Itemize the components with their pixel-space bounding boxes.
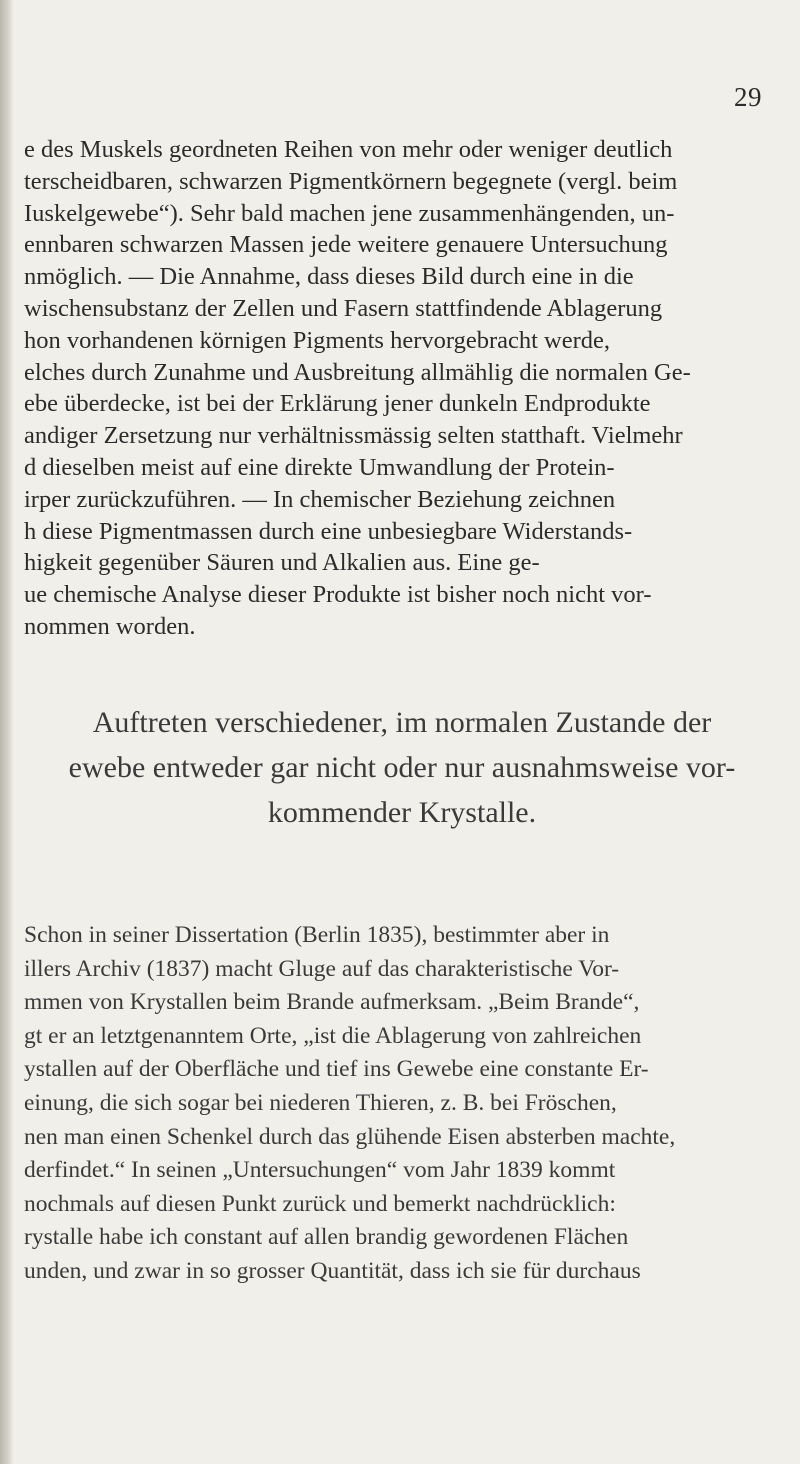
section-heading xyxy=(18,700,786,835)
text-line: e des Muskels geordneten Reihen von mehr oder weniger deutlich xyxy=(24,136,673,163)
text-line: illers Archiv (1837) macht Gluge auf das charakteristische Vor- xyxy=(24,955,620,982)
text-line: Schon in seiner Dissertation (Berlin 1835), bestimmter aber in xyxy=(24,922,610,948)
page-number: 29 xyxy=(734,82,762,112)
text-line: nen man einen Schenkel durch das glühende Eisen absterben machte, xyxy=(24,1123,676,1150)
text-line: hon vorhandenen körnigen Pigments hervorgebracht werde, xyxy=(24,326,611,354)
text-line: andiger Zersetzung nur verhältnissmässig selten statthaft. Vielmehr xyxy=(24,422,683,450)
paragraph-pigment xyxy=(24,134,770,643)
text-line: wischensubstanz der Zellen und Fasern stattfindende Ablagerung xyxy=(24,294,663,322)
text-line: elches durch Zunahme und Ausbreitung allmählig die normalen Ge- xyxy=(24,358,691,386)
text-line: mmen von Krystallen beim Brande aufmerksam. „Beim Brande“, xyxy=(24,989,640,1016)
text-line: unden, und zwar in so grosser Quantität, dass ich sie für durchaus xyxy=(24,1257,641,1284)
text-line: ue chemische Analyse dieser Produkte ist bisher noch nicht vor- xyxy=(24,581,652,609)
text-line: terscheidbaren, schwarzen Pigmentkörnern begegnete (vergl. beim xyxy=(24,167,678,195)
heading-line: Auftreten verschiedener, im normalen Zustande der xyxy=(92,706,712,739)
text-line: ebe überdecke, ist bei der Erklärung jener dunkeln Endprodukte xyxy=(24,390,651,418)
text-line: gt er an letztgenanntem Orte, „ist die Ablagerung von zahlreichen xyxy=(24,1022,642,1049)
text-line: nochmals auf diesen Punkt zurück und bemerkt nachdrücklich: xyxy=(24,1190,616,1217)
binding-gutter-shadow xyxy=(0,0,14,1464)
text-line: nmöglich. — Die Annahme, dass dieses Bild durch eine in die xyxy=(24,263,634,291)
text-line: derfindet.“ In seinen „Untersuchungen“ vom Jahr 1839 kommt xyxy=(24,1157,616,1184)
text-line: ystallen auf der Oberfläche und tief ins Gewebe eine constante Er- xyxy=(24,1056,649,1083)
text-line: ennbaren schwarzen Massen jede weitere genauere Untersuchung xyxy=(24,231,668,259)
text-line: nommen worden. xyxy=(24,612,196,640)
heading-line: kommender Krystalle. xyxy=(267,796,537,829)
paragraph-krystalle xyxy=(24,919,770,1289)
heading-line: ewebe entweder gar nicht oder nur ausnahmsweise vor- xyxy=(68,751,736,784)
text-line: rystalle habe ich constant auf allen brandig gewordenen Flächen xyxy=(24,1224,629,1251)
text-line: h diese Pigmentmassen durch eine unbesiegbare Widerstands- xyxy=(24,517,633,545)
text-line: d dieselben meist auf eine direkte Umwandlung der Protein- xyxy=(24,453,615,481)
text-line: higkeit gegenüber Säuren und Alkalien aus. Eine ge- xyxy=(24,549,540,577)
text-line: Iuskelgewebe“). Sehr bald machen jene zusammenhängenden, un- xyxy=(24,199,675,227)
text-line: irper zurückzuführen. — In chemischer Beziehung zeichnen xyxy=(24,485,616,513)
text-line: einung, die sich sogar bei niederen Thieren, z. B. bei Fröschen, xyxy=(24,1089,617,1116)
